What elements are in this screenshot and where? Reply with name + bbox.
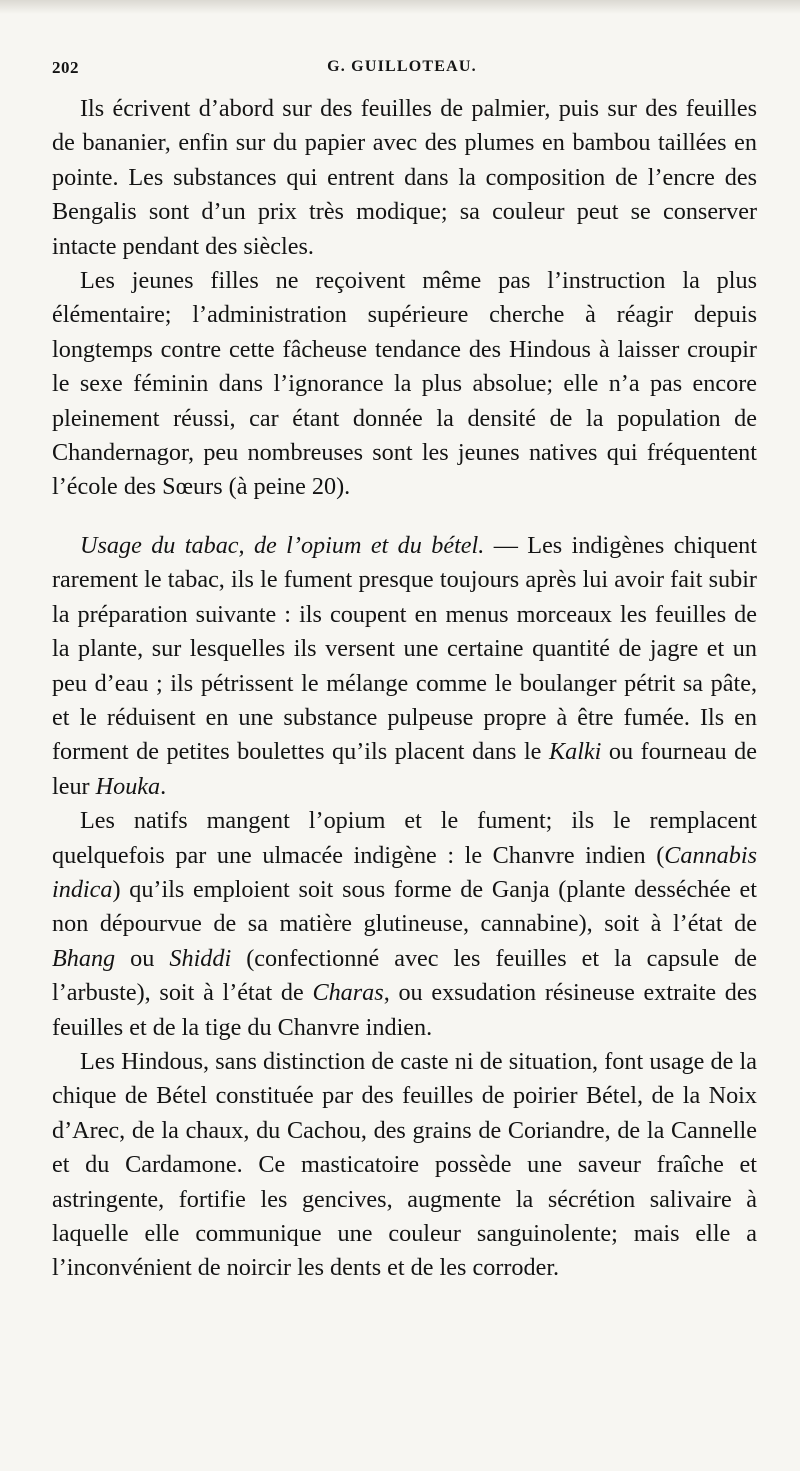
term-shiddi: Shiddi [169,944,232,972]
opium-text-d: (confectionné avec les feuilles et la capsule de l’arbuste), soit à l’état de [52,944,757,1007]
page-number: 202 [52,58,79,77]
opium-text-a: Les natifs mangent l’opium et le fument; ils le remplacent quelquefois par une ulmacée indigène : le Chanvre indien ( [52,807,757,869]
paragraph-writing-materials: Ils écrivent d’abord sur des feuilles de palmier, puis sur des feuilles de bananier, enfin sur du papier avec des plumes en bambou taillées en pointe. Les substances qui entrent dans la composition de l’encre des Bengalis sont d’un prix très modique; sa couleur peut se conserver intacte pendant des siècles. [52,95,757,260]
paragraph-betel: Les Hindous, sans distinction de caste ni de situation, font usage de la chique de Bétel constituée par des feuilles de poirier Bétel, de la Noix d’Arec, de la chaux, du Cachou, des grains de Coriandre, de la Cannelle et du Cardamone. Ce masticatoire possède une saveur fraîche et astringente, fortifie les gencives, augmente la sécrétion salivaire à laquelle elle communique une couleur sanguinolente; mais elle a l’inconvénient de noircir les dents et de les corroder. [52,1047,757,1282]
running-head: G. GUILLOTEAU. [327,58,477,75]
term-houka: Houka [95,772,161,800]
page-header [52,58,752,82]
paragraph-tobacco [52,529,757,804]
term-charas: Charas [312,979,384,1007]
tobacco-text-end: . [160,772,167,800]
opium-text-e: , ou exsudation résineuse extraite des feuilles et de la tige du Chanvre indien. [52,979,758,1041]
tobacco-text: — Les indigènes chiquent rarement le tabac, ils le fument presque toujours après lui avoir fait subir la préparation suivante : ils coupent en menus morceaux les feuilles de la plante, sur lesquelles ils versent une certaine quantité de jagre et un peu d’eau ; ils pétrissent le mélange comme le boulanger pétrit sa pâte, et le réduisent en une substance pulpeuse propre à être fumée. Ils en forment de petites boulettes qu’ils placent dans le [52,531,757,766]
term-kalki: Kalki [548,738,602,766]
paragraph-opium [52,804,757,1045]
term-bhang: Bhang [52,944,116,972]
opium-text-b: ) qu’ils emploient soit sous forme de Ganja (plante desséchée et non dépourvue de sa matière glutineuse, cannabine), soit à l’état de [52,875,757,938]
section-title: Usage du tabac, de l’opium et du bétel. [80,531,485,559]
term-cannabis-indica: Cannabis indica [52,841,757,903]
paragraph-girls-education: Les jeunes filles ne reçoivent même pas l’instruction la plus élémentaire; l’administration supérieure cherche à réagir depuis longtemps contre cette fâcheuse tendance des Hindous à laisser croupir le sexe féminin dans l’ignorance la plus absolue; elle n’a pas encore pleinement réussi, car étant donnée la densité de la population de Chandernagor, peu nombreuses sont les jeunes natives qui fréquentent l’école des Sœurs (à peine 20). [52,267,757,501]
body-text [52,92,757,1286]
opium-text-c: ou [115,944,170,972]
tobacco-text-mid: ou fourneau de leur [52,738,757,800]
